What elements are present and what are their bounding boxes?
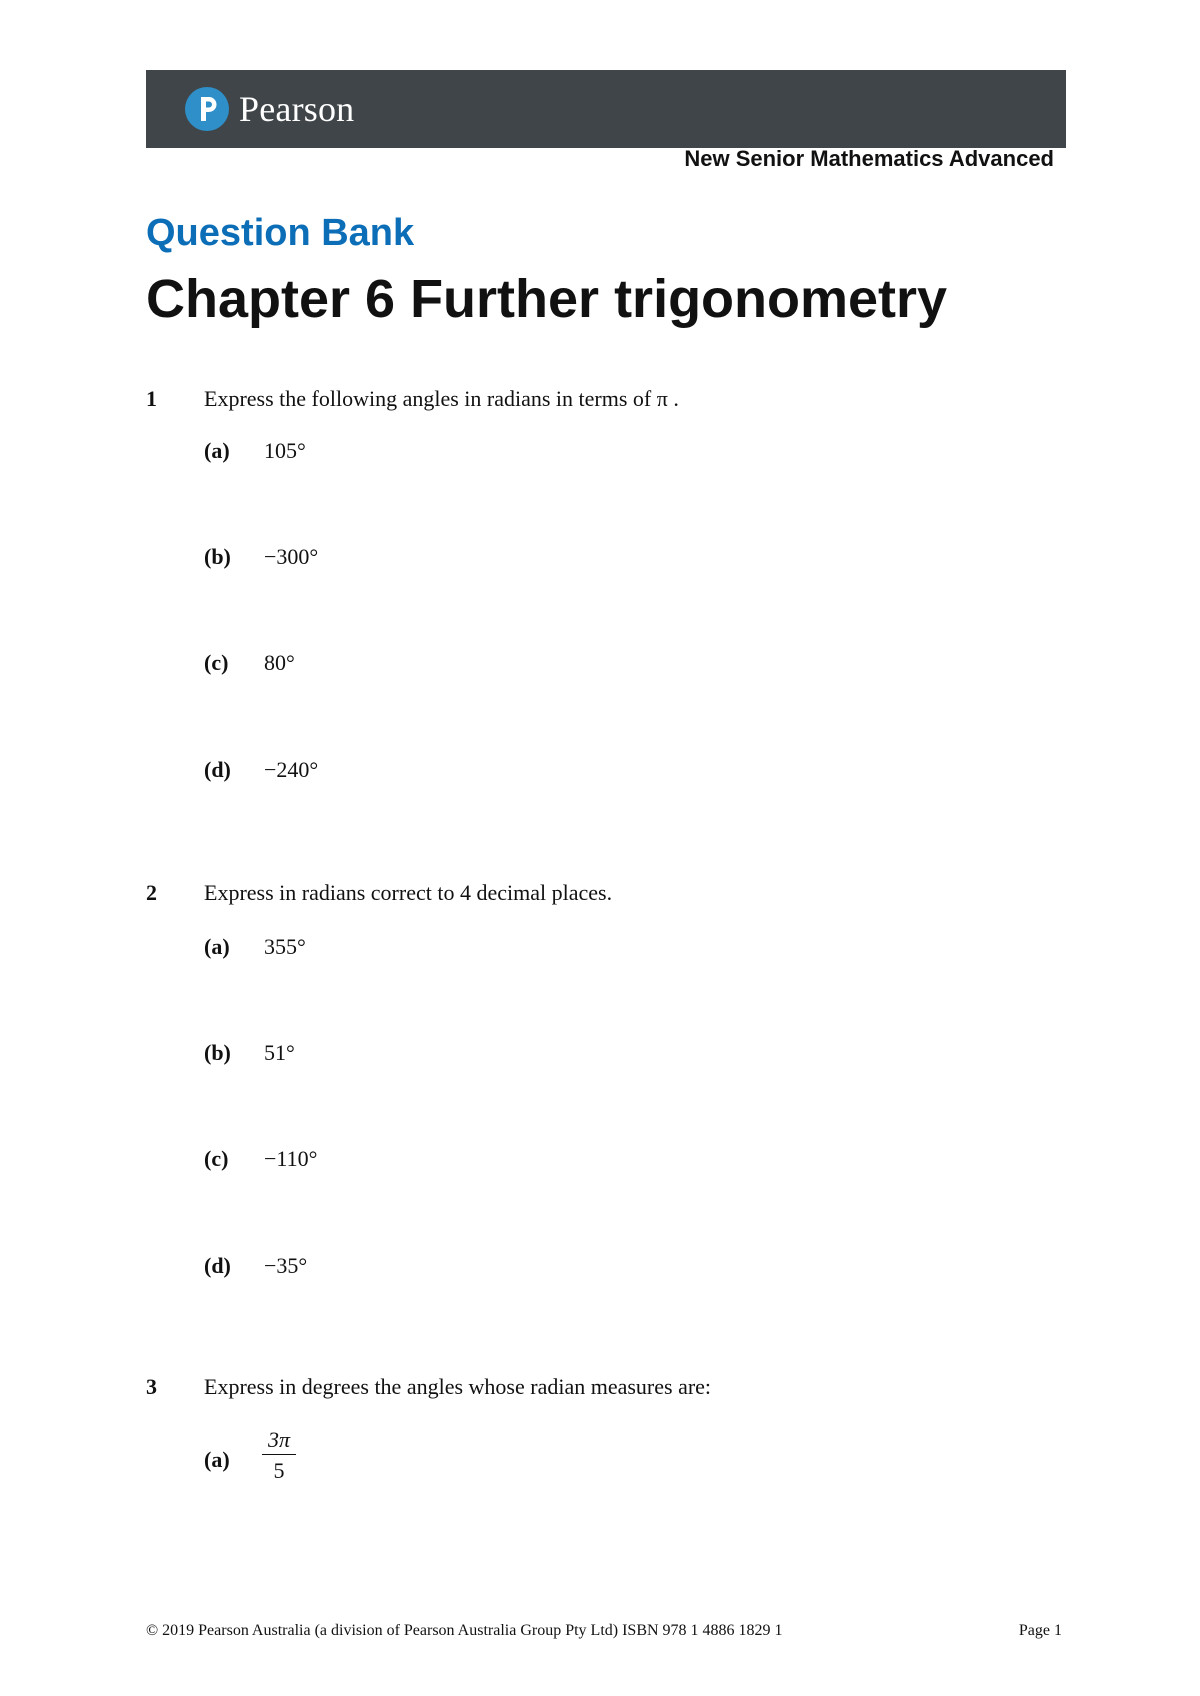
fraction [262, 1429, 296, 1482]
question-number: 3 [146, 1374, 157, 1399]
part-label: (b) [204, 1040, 231, 1065]
part-label: (d) [204, 757, 231, 782]
question-number: 1 [146, 386, 157, 411]
part-label: (c) [204, 650, 229, 675]
question-text: Express in radians correct to 4 decimal places. [204, 880, 613, 905]
part-value: −35° [264, 1253, 308, 1278]
question-text: Express the following angles in radians in terms of π . [204, 386, 679, 411]
footer-copyright: © 2019 Pearson Australia (a division of Pearson Australia Group Pty Ltd) ISBN 978 1 4886 1829 1 [146, 1622, 783, 1639]
fraction-denominator: 5 [273, 1458, 285, 1483]
question-bank-heading: Question Bank [146, 212, 415, 254]
part-value: −110° [264, 1146, 318, 1171]
part-value: −240° [264, 757, 319, 782]
part-label: (a) [204, 934, 230, 959]
part-label: (d) [204, 1253, 231, 1278]
part-value: 105° [264, 438, 306, 463]
question-number: 2 [146, 880, 157, 905]
part-value: −300° [264, 544, 319, 569]
question-text: Express in degrees the angles whose radian measures are: [204, 1374, 712, 1399]
chapter-title: Chapter 6 Further trigonometry [146, 269, 948, 329]
part-label: (a) [204, 1447, 230, 1472]
part-value: 80° [264, 650, 295, 675]
part-label: (c) [204, 1146, 229, 1171]
part-value: 355° [264, 934, 306, 959]
part-label: (b) [204, 544, 231, 569]
fraction-numerator: 3π [267, 1427, 291, 1452]
pearson-logo-icon [184, 86, 230, 132]
footer-page-number: Page 1 [1018, 1622, 1062, 1639]
series-title: New Senior Mathematics Advanced [684, 146, 1054, 171]
part-value: 51° [264, 1040, 295, 1065]
part-label: (a) [204, 438, 230, 463]
header-banner [146, 70, 1066, 148]
brand-wordmark: Pearson [239, 89, 355, 129]
